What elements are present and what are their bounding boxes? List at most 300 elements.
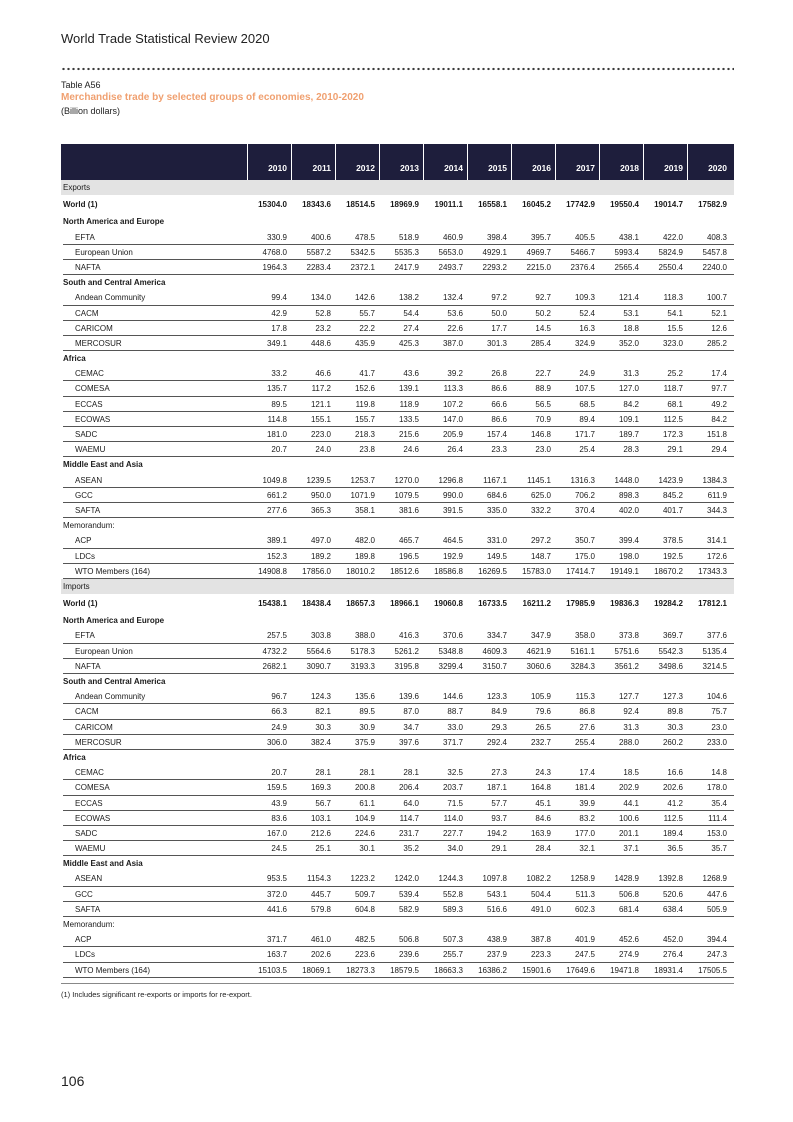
value-cell: 121.4: [618, 293, 639, 303]
group-header-label: Africa: [63, 354, 86, 364]
value-cell: 511.3: [575, 889, 595, 899]
table-row: [61, 887, 734, 902]
value-cell: 89.5: [271, 399, 287, 409]
value-cell: 274.9: [618, 950, 639, 960]
value-cell: 107.5: [574, 384, 595, 394]
value-cell: 1448.0: [614, 475, 639, 485]
table-header-row: [61, 144, 734, 180]
value-cell: 139.1: [398, 384, 419, 394]
value-cell: 1079.5: [394, 490, 419, 500]
table-row-label: CACM: [75, 308, 99, 318]
value-cell: 452.6: [618, 935, 639, 945]
footnote-divider: [61, 983, 734, 984]
value-cell: 1428.9: [614, 874, 639, 884]
value-cell: 30.3: [667, 722, 683, 732]
year-header-2020: 2020: [708, 163, 727, 173]
value-cell: 950.0: [310, 490, 331, 500]
table-row: [61, 503, 734, 518]
value-cell: 109.1: [618, 414, 639, 424]
value-cell: 139.6: [398, 692, 419, 702]
value-cell: 178.0: [706, 783, 727, 793]
table-row: [61, 230, 734, 245]
value-cell: 113.3: [443, 384, 463, 394]
value-cell: 189.7: [618, 430, 639, 439]
table-row: [61, 427, 734, 442]
table-row-label: ASEAN: [75, 475, 103, 485]
value-cell: 75.7: [711, 707, 727, 717]
table-row: [61, 381, 734, 396]
table-row: [61, 871, 734, 886]
value-cell: 142.6: [354, 293, 375, 303]
value-cell: 1253.7: [350, 475, 375, 485]
value-cell: 15103.5: [258, 965, 287, 975]
value-cell: 171.7: [574, 430, 595, 439]
value-cell: 20.7: [271, 445, 287, 455]
group-header: [61, 856, 734, 871]
value-cell: 28.3: [623, 445, 639, 455]
value-cell: 82.1: [315, 707, 331, 717]
value-cell: 303.8: [310, 631, 331, 641]
year-header-2013: 2013: [400, 163, 419, 173]
value-cell: 382.4: [310, 737, 331, 747]
value-cell: 1258.9: [570, 874, 595, 884]
table-title: Merchandise trade by selected groups of economies, 2010-2020: [61, 92, 364, 103]
value-cell: 394.4: [706, 935, 727, 945]
year-header-2018: 2018: [620, 163, 639, 173]
value-cell: 70.9: [535, 414, 551, 424]
value-cell: 506.8: [398, 935, 419, 945]
value-cell: 25.1: [315, 844, 331, 854]
value-cell: 461.0: [310, 935, 331, 945]
value-cell: 260.2: [662, 737, 683, 747]
value-cell: 2283.4: [306, 262, 331, 272]
value-cell: 149.5: [486, 551, 507, 561]
value-cell: 46.6: [315, 369, 331, 379]
value-cell: 84.2: [623, 399, 639, 409]
value-cell: 26.8: [491, 369, 507, 379]
year-header-2017: 2017: [576, 163, 595, 173]
value-cell: 4732.2: [262, 646, 287, 656]
value-cell: 539.4: [398, 889, 419, 899]
value-cell: 223.6: [354, 950, 375, 960]
table-row: [61, 689, 734, 704]
value-cell: 408.3: [706, 232, 727, 242]
value-cell: 15.5: [667, 323, 683, 333]
value-cell: 611.9: [707, 490, 727, 500]
value-cell: 17343.3: [698, 566, 727, 576]
value-cell: 26.4: [447, 445, 463, 455]
value-cell: 30.1: [359, 844, 375, 854]
table-row-label: SADC: [75, 828, 98, 838]
value-cell: 237.9: [486, 950, 507, 960]
value-cell: 92.4: [623, 707, 639, 717]
table-units: (Billion dollars): [61, 106, 121, 116]
value-cell: 104.9: [354, 813, 375, 823]
value-cell: 28.1: [315, 768, 331, 778]
value-cell: 1223.2: [350, 874, 375, 884]
value-cell: 5993.4: [614, 247, 639, 257]
value-cell: 79.6: [535, 707, 551, 717]
value-cell: 43.9: [271, 798, 287, 808]
value-cell: 2682.1: [262, 661, 287, 671]
value-cell: 358.0: [574, 631, 595, 641]
value-cell: 344.3: [706, 505, 727, 515]
value-cell: 99.4: [271, 293, 287, 303]
value-cell: 2493.7: [438, 262, 463, 272]
value-cell: 460.9: [442, 232, 463, 242]
value-cell: 398.4: [486, 232, 507, 242]
table-row: [61, 720, 734, 735]
value-cell: 464.5: [442, 536, 463, 546]
value-cell: 2240.0: [702, 262, 727, 272]
value-cell: 18438.4: [302, 599, 331, 609]
table-row-label: LDCs: [75, 551, 96, 561]
value-cell: 127.3: [662, 692, 683, 702]
value-cell: 187.1: [486, 783, 507, 793]
world-total-row: [61, 197, 734, 212]
value-cell: 37.1: [623, 844, 639, 854]
value-cell: 2215.0: [526, 262, 551, 272]
value-cell: 15783.0: [522, 566, 551, 576]
value-cell: 36.5: [667, 844, 683, 854]
table-row-label: NAFTA: [75, 262, 101, 272]
value-cell: 227.7: [442, 828, 463, 838]
value-cell: 233.0: [706, 737, 727, 747]
year-header-2011: 2011: [312, 163, 331, 173]
year-header-2019: 2019: [664, 163, 683, 173]
value-cell: 5587.2: [306, 247, 331, 257]
value-cell: 5564.6: [306, 646, 331, 656]
value-cell: 218.3: [354, 430, 375, 439]
table-row: [61, 644, 734, 659]
value-cell: 285.4: [530, 338, 551, 348]
value-cell: 28.1: [359, 768, 375, 778]
table-row-label: EFTA: [75, 232, 95, 242]
value-cell: 25.4: [579, 445, 595, 455]
value-cell: 17414.7: [566, 566, 595, 576]
value-cell: 57.7: [491, 798, 507, 808]
value-cell: 1154.3: [307, 874, 331, 884]
value-cell: 1316.3: [570, 475, 595, 485]
value-cell: 111.4: [708, 813, 727, 823]
value-cell: 5457.8: [702, 247, 727, 257]
value-cell: 323.0: [662, 338, 683, 348]
table-row: [61, 442, 734, 457]
table-row: [61, 260, 734, 275]
group-header: [61, 214, 734, 229]
table-row: [61, 306, 734, 321]
value-cell: 5751.6: [614, 646, 639, 656]
world-total-row-label: World (1): [63, 200, 98, 210]
value-cell: 331.0: [486, 536, 507, 546]
value-cell: 27.3: [491, 768, 507, 778]
value-cell: 12.6: [711, 323, 727, 333]
value-cell: 151.8: [706, 430, 727, 439]
value-cell: 17.4: [711, 369, 727, 379]
value-cell: 159.5: [266, 783, 287, 793]
value-cell: 29.3: [491, 722, 507, 732]
table-row: [61, 659, 734, 674]
value-cell: 41.7: [359, 369, 375, 379]
value-cell: 377.6: [706, 631, 727, 641]
table-row-label: ACP: [75, 935, 92, 945]
value-cell: 24.9: [271, 722, 287, 732]
value-cell: 223.3: [530, 950, 551, 960]
value-cell: 19284.2: [654, 599, 683, 609]
value-cell: 49.2: [711, 399, 727, 409]
value-cell: 425.3: [398, 338, 419, 348]
table-row-label: ASEAN: [75, 874, 103, 884]
value-cell: 52.1: [711, 308, 727, 318]
section-header-label: Exports: [63, 183, 91, 192]
value-cell: 497.0: [310, 536, 331, 546]
value-cell: 285.2: [706, 338, 727, 348]
value-cell: 18010.2: [346, 566, 375, 576]
value-cell: 14.5: [535, 323, 551, 333]
value-cell: 17742.9: [566, 200, 595, 210]
value-cell: 16269.5: [478, 566, 507, 576]
value-cell: 288.0: [618, 737, 639, 747]
value-cell: 105.9: [530, 692, 551, 702]
table-row-label: SADC: [75, 430, 98, 439]
value-cell: 54.1: [667, 308, 683, 318]
value-cell: 202.9: [618, 783, 639, 793]
value-cell: 15901.6: [522, 965, 551, 975]
value-cell: 43.6: [403, 369, 419, 379]
value-cell: 378.5: [662, 536, 683, 546]
value-cell: 39.2: [447, 369, 463, 379]
value-cell: 16386.2: [478, 965, 507, 975]
table-row-label: COMESA: [75, 384, 110, 394]
value-cell: 127.0: [618, 384, 639, 394]
value-cell: 84.6: [535, 813, 551, 823]
value-cell: 4621.9: [526, 646, 551, 656]
value-cell: 373.8: [618, 631, 639, 641]
group-header: [61, 750, 734, 765]
table-row-label: GCC: [75, 889, 93, 899]
value-cell: 15438.1: [258, 599, 287, 609]
value-cell: 1270.0: [394, 475, 419, 485]
group-header-label: North America and Europe: [63, 217, 165, 227]
value-cell: 388.0: [354, 631, 375, 641]
table-row: [61, 963, 734, 978]
value-cell: 88.7: [447, 707, 463, 717]
value-cell: 138.2: [398, 293, 419, 303]
value-cell: 247.3: [706, 950, 727, 960]
value-cell: 347.9: [530, 631, 551, 641]
value-cell: 29.4: [711, 445, 727, 455]
value-cell: 1242.0: [394, 874, 419, 884]
table-row: [61, 796, 734, 811]
table-row-label: WAEMU: [75, 844, 106, 854]
value-cell: 445.7: [310, 889, 331, 899]
value-cell: 17.8: [271, 323, 287, 333]
value-cell: 589.3: [442, 904, 463, 914]
value-cell: 16211.2: [522, 599, 551, 609]
value-cell: 19011.1: [434, 200, 463, 210]
value-cell: 104.6: [706, 692, 727, 702]
table-row: [61, 397, 734, 412]
table-row-label: CEMAC: [75, 369, 104, 379]
table-row-label: SAFTA: [75, 505, 101, 515]
value-cell: 114.0: [443, 813, 463, 823]
value-cell: 402.0: [618, 505, 639, 515]
value-cell: 19471.8: [610, 965, 639, 975]
group-header-label: South and Central America: [63, 278, 166, 288]
value-cell: 5653.0: [438, 247, 463, 257]
value-cell: 172.6: [706, 551, 727, 561]
value-cell: 24.5: [271, 844, 287, 854]
value-cell: 358.1: [354, 505, 375, 515]
value-cell: 56.5: [535, 399, 551, 409]
table-row: [61, 336, 734, 351]
value-cell: 372.0: [266, 889, 287, 899]
value-cell: 276.4: [662, 950, 683, 960]
value-cell: 31.3: [623, 722, 639, 732]
value-cell: 23.2: [315, 323, 331, 333]
value-cell: 206.4: [398, 783, 419, 793]
value-cell: 334.7: [486, 631, 507, 641]
value-cell: 1049.8: [262, 475, 287, 485]
value-cell: 375.9: [354, 737, 375, 747]
group-header: [61, 917, 734, 932]
value-cell: 93.7: [491, 813, 507, 823]
group-header-label: Middle East and Asia: [63, 460, 143, 470]
value-cell: 15304.0: [258, 200, 287, 210]
value-cell: 223.0: [310, 430, 331, 439]
value-cell: 448.6: [310, 338, 331, 348]
value-cell: 18.8: [623, 323, 639, 333]
value-cell: 23.8: [359, 445, 375, 455]
value-cell: 19550.4: [610, 200, 639, 210]
table-row-label: CEMAC: [75, 768, 104, 778]
value-cell: 387.0: [442, 338, 463, 348]
section-header: [61, 180, 734, 195]
value-cell: 552.8: [442, 889, 463, 899]
value-cell: 205.9: [442, 430, 463, 439]
value-cell: 24.6: [403, 445, 419, 455]
value-cell: 35.4: [711, 798, 727, 808]
value-cell: 88.9: [535, 384, 551, 394]
value-cell: 447.6: [706, 889, 727, 899]
table-row-label: CARICOM: [75, 323, 113, 333]
value-cell: 146.8: [530, 430, 551, 439]
group-header-label: Africa: [63, 752, 86, 762]
value-cell: 387.8: [530, 935, 551, 945]
value-cell: 3498.6: [658, 661, 683, 671]
value-cell: 352.0: [618, 338, 639, 348]
value-cell: 66.6: [491, 399, 507, 409]
value-cell: 39.9: [579, 798, 595, 808]
value-cell: 148.7: [530, 551, 551, 561]
table-row: [61, 366, 734, 381]
value-cell: 3090.7: [306, 661, 331, 671]
value-cell: 114.7: [399, 813, 419, 823]
value-cell: 232.7: [530, 737, 551, 747]
value-cell: 1244.3: [438, 874, 463, 884]
value-cell: 84.9: [491, 707, 507, 717]
value-cell: 23.3: [491, 445, 507, 455]
value-cell: 17856.0: [302, 566, 331, 576]
value-cell: 86.6: [491, 384, 507, 394]
value-cell: 3561.2: [614, 661, 639, 671]
value-cell: 87.0: [403, 707, 419, 717]
value-cell: 89.5: [359, 707, 375, 717]
value-cell: 19149.1: [610, 566, 639, 576]
value-cell: 371.7: [266, 935, 287, 945]
value-cell: 465.7: [398, 536, 419, 546]
value-cell: 56.7: [315, 798, 331, 808]
value-cell: 118.9: [399, 399, 419, 409]
table-row-label: WTO Members (164): [75, 965, 150, 975]
value-cell: 2565.4: [614, 262, 639, 272]
value-cell: 117.2: [311, 384, 331, 394]
value-cell: 33.0: [447, 722, 463, 732]
value-cell: 422.0: [662, 232, 683, 242]
value-cell: 96.7: [271, 692, 287, 702]
value-cell: 135.7: [266, 384, 287, 394]
value-cell: 92.7: [535, 293, 551, 303]
value-cell: 292.4: [486, 737, 507, 747]
value-cell: 121.1: [310, 399, 331, 409]
value-cell: 4969.7: [526, 247, 551, 257]
table-label: Table A56: [61, 80, 101, 90]
value-cell: 438.1: [618, 232, 639, 242]
value-cell: 107.2: [442, 399, 463, 409]
group-header-label: South and Central America: [63, 677, 166, 686]
value-cell: 19836.3: [610, 599, 639, 609]
value-cell: 990.0: [442, 490, 463, 500]
value-cell: 135.6: [354, 692, 375, 702]
value-cell: 4609.3: [482, 646, 507, 656]
value-cell: 112.5: [663, 813, 683, 823]
value-cell: 297.2: [530, 536, 551, 546]
table-body: [61, 180, 734, 978]
value-cell: 482.0: [354, 536, 375, 546]
value-cell: 2376.4: [570, 262, 595, 272]
value-cell: 518.9: [398, 232, 419, 242]
value-cell: 86.8: [579, 707, 595, 717]
table-row-label: European Union: [75, 247, 133, 257]
value-cell: 175.0: [574, 551, 595, 561]
table-row-label: MERCOSUR: [75, 338, 122, 348]
value-cell: 100.7: [706, 293, 727, 303]
value-cell: 30.9: [359, 722, 375, 732]
value-cell: 3195.8: [394, 661, 419, 671]
table-row-label: ECOWAS: [75, 414, 111, 424]
value-cell: 202.6: [310, 950, 331, 960]
value-cell: 155.7: [354, 414, 375, 424]
page-number: 106: [61, 1073, 85, 1089]
value-cell: 24.0: [315, 445, 331, 455]
value-cell: 257.5: [266, 631, 287, 641]
value-cell: 68.5: [579, 399, 595, 409]
group-header: [61, 518, 734, 533]
value-cell: 16733.5: [478, 599, 507, 609]
value-cell: 35.2: [403, 844, 419, 854]
group-header: [61, 674, 734, 689]
value-cell: 1296.8: [438, 475, 463, 485]
group-header-label: Middle East and Asia: [63, 859, 143, 869]
value-cell: 50.2: [535, 308, 551, 318]
table-row: [61, 564, 734, 579]
table-row-label: GCC: [75, 490, 93, 500]
value-cell: 301.3: [486, 338, 507, 348]
group-header: [61, 351, 734, 366]
value-cell: 157.4: [486, 430, 507, 439]
value-cell: 330.9: [266, 232, 287, 242]
table-row: [61, 947, 734, 962]
